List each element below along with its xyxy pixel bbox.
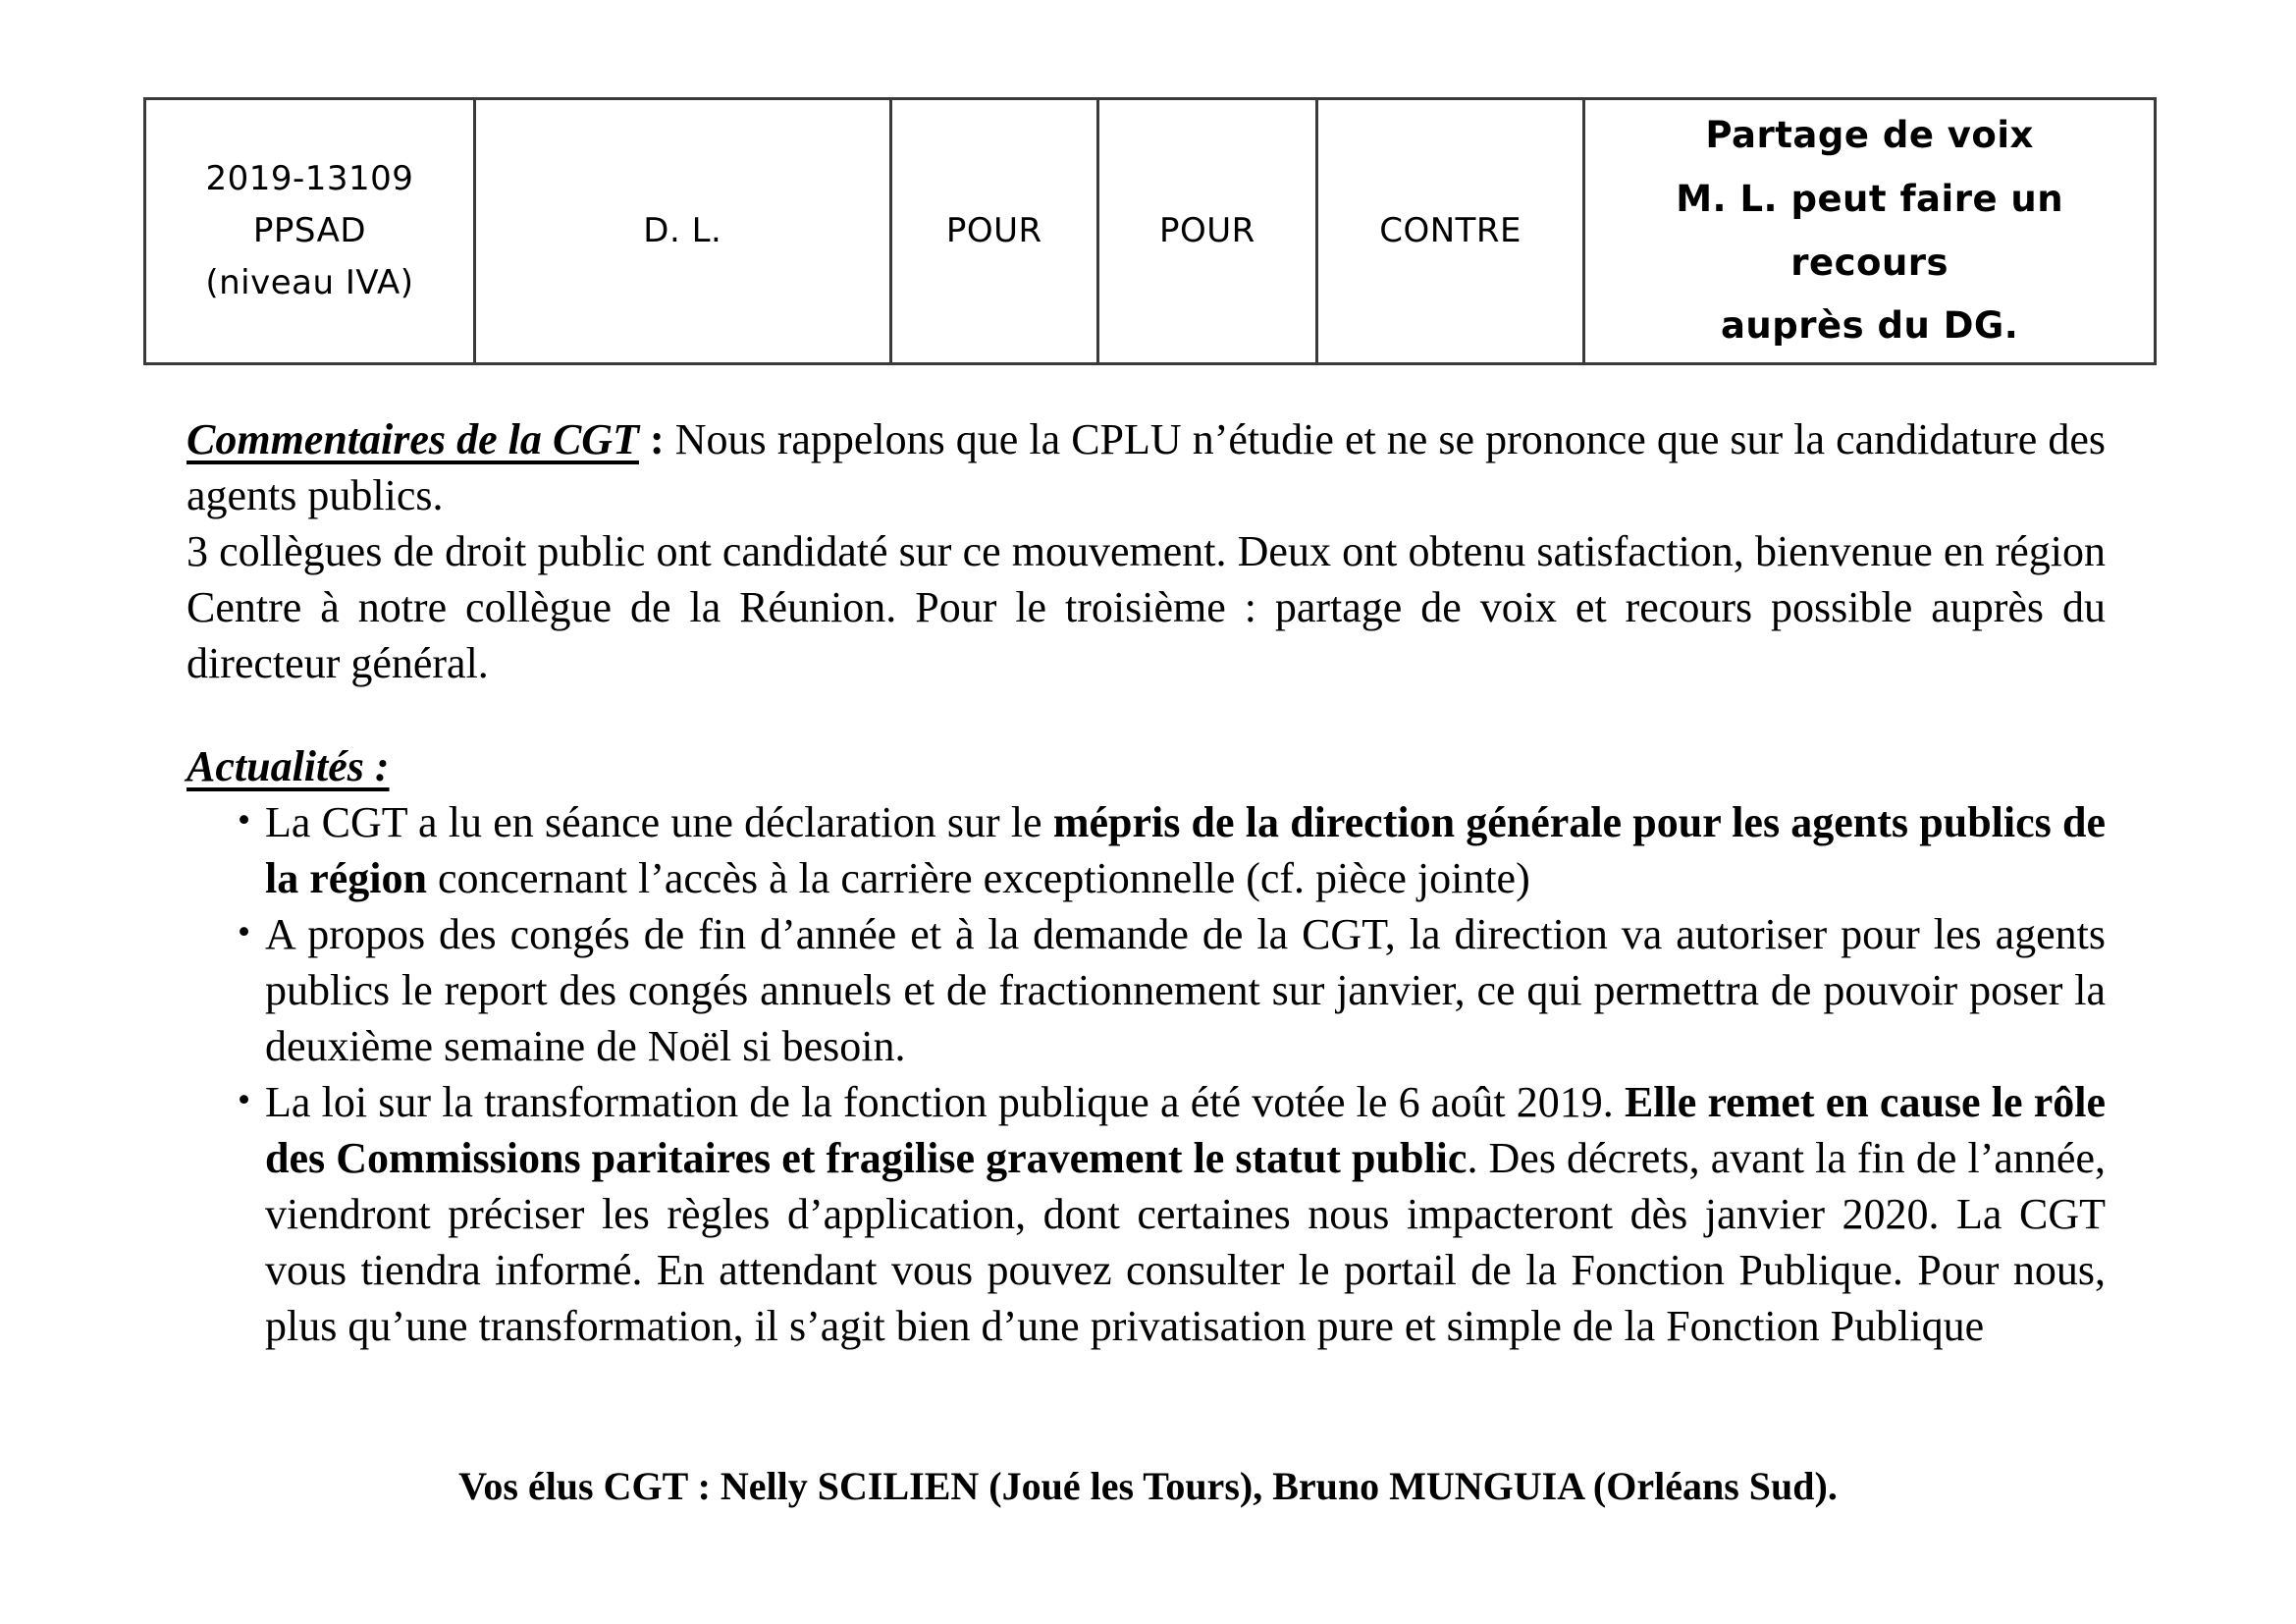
text-segment: La loi sur la transformation de la fonction publique a été votée le 6 août 2019. xyxy=(265,1078,1625,1126)
bullet-item xyxy=(265,906,2106,1074)
vote-table xyxy=(143,97,2157,365)
vote-table-row xyxy=(145,99,2156,364)
vote-table-cell: POUR xyxy=(1097,99,1316,364)
vote-table-cell: D. L. xyxy=(474,99,890,364)
vote-table-cell: 2019-13109 PPSAD (niveau IVA) xyxy=(145,99,475,364)
bullet-item xyxy=(265,1074,2106,1354)
text-segment: Actualités : xyxy=(187,742,390,790)
text-segment: mépris de la direction générale pour les agents publics de la région xyxy=(265,798,2107,902)
heading-actualites xyxy=(187,738,2106,794)
text-segment: concernant l’accès à la carrière exceptionnelle (cf. pièce jointe) xyxy=(426,854,1530,902)
text-segment: Nous rappelons que la CPLU n’étudie et ne se prononce que sur la candidature des agents publics. xyxy=(187,415,2106,519)
footer-credits: Vos élus CGT : Nelly SCILIEN (Joué les Tours), Bruno MUNGUIA (Orléans Sud). xyxy=(458,1464,1838,1508)
document-body xyxy=(187,411,2106,1354)
text-segment: : xyxy=(638,415,675,463)
vote-table-cell: Partage de voix M. L. peut faire un recours auprès du DG. xyxy=(1584,99,2156,364)
text-segment: 3 collègues de droit public ont candidaté sur ce mouvement. Deux ont obtenu satisfaction, bienvenue en région Centre à notre collègue de la Réunion. Pour le troisième : partage de voix et recours possible auprès du directeur général. xyxy=(187,527,2106,687)
vote-table-cell: CONTRE xyxy=(1316,99,1583,364)
bullet-item xyxy=(265,794,2106,906)
paragraph-mouvement xyxy=(187,523,2106,691)
actualites-list xyxy=(187,794,2106,1354)
text-segment: Commentaires de la CGT xyxy=(187,415,639,463)
text-segment: La CGT a lu en séance une déclaration sur le xyxy=(265,798,1053,846)
paragraph-commentaires xyxy=(187,411,2106,523)
vote-table-cell: POUR xyxy=(890,99,1097,364)
text-segment: A propos des congés de fin d’année et à la demande de la CGT, la direction va autoriser pour les agents publics le report des congés annuels et de fractionnement sur janvier, ce qui permettra de pouvoir poser la deuxième semaine de Noël si besoin. xyxy=(265,910,2106,1070)
text-segment: . Des décrets, avant la fin de l’année, viendront préciser les règles d’application, dont certaines nous impacteront dès janvier 2020. La CGT vous tiendra informé. En attendant vous pouvez consulter le portail de la Fonction Publique. Pour nous, plus qu’une transformation, il s’agit bien d’une privatisation pure et simple de la Fonction Publique xyxy=(265,1134,2106,1350)
text-segment: Elle remet en cause le rôle des Commissions paritaires et fragilise gravement le statut public xyxy=(265,1078,2106,1182)
